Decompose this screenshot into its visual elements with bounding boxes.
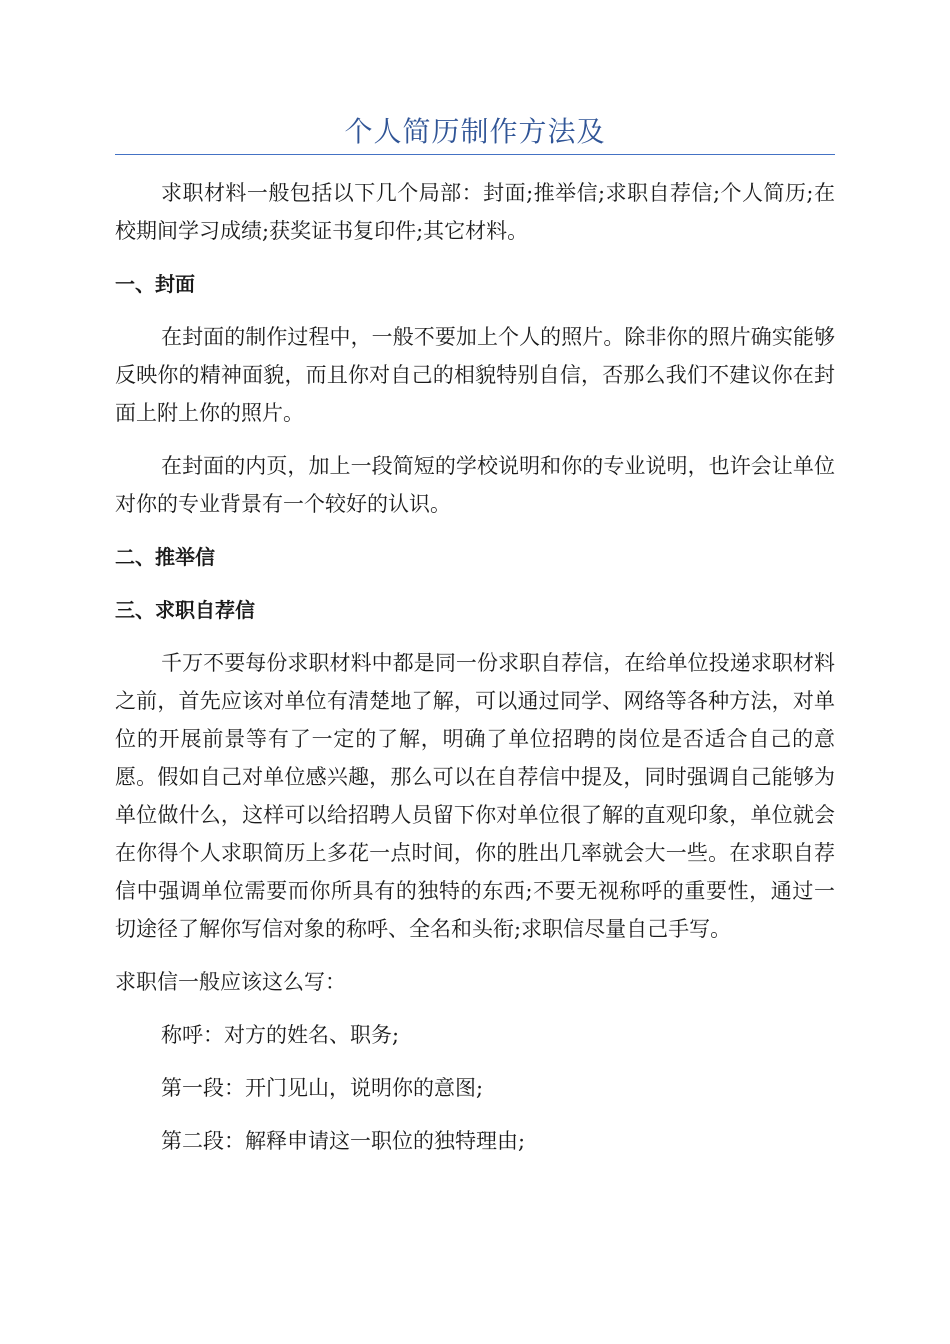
document-body: [115, 174, 835, 1175]
cover-paragraph-2: 在封面的内页，加上一段简短的学校说明和你的专业说明，也许会让单位对你的专业背景有一个较好的认识。: [115, 454, 835, 516]
cover-letter-paragraph: 千万不要每份求职材料中都是同一份求职自荐信，在给单位投递求职材料之前，首先应该对单位有清楚地了解，可以通过同学、网络等各种方法，对单位的开展前景等有了一定的了解，明确了单位招聘的岗位是否适合自己的意愿。假如自己对单位感兴趣，那么可以在自荐信中提及，同时强调自己能够为单位做什么，这样可以给招聘人员留下你对单位很了解的直观印象，单位就会在你得个人求职简历上多花一点时间，你的胜出几率就会大一些。在求职自荐信中强调单位需要而你所具有的独特的东西;不要无视称呼的重要性，通过一切途径了解你写信对象的称呼、全名和头衔;求职信尽量自己手写。: [115, 651, 835, 941]
section-heading-cover: 一、封面: [115, 272, 195, 296]
list-item: 称呼：对方的姓名、职务;: [161, 1023, 400, 1047]
section-heading-cover-letter: 三、求职自荐信: [115, 598, 255, 622]
list-item: 第二段：解释申请这一职位的独特理由;: [161, 1129, 526, 1153]
section-heading-recommendation: 二、推举信: [115, 545, 215, 569]
cover-paragraph-1: 在封面的制作过程中，一般不要加上个人的照片。除非你的照片确实能够反映你的精神面貌，而且你对自己的相貌特别自信，否那么我们不建议你在封面上附上你的照片。: [115, 325, 835, 425]
document-title: 个人简历制作方法及: [344, 115, 606, 148]
title-underline: [115, 154, 835, 155]
list-item: 第一段：开门见山，说明你的意图;: [161, 1076, 484, 1100]
intro-paragraph: 求职材料一般包括以下几个局部：封面;推举信;求职自荐信;个人简历;在校期间学习成绩;获奖证书复印件;其它材料。: [115, 181, 835, 243]
howto-line: 求职信一般应该这么写：: [115, 970, 346, 994]
